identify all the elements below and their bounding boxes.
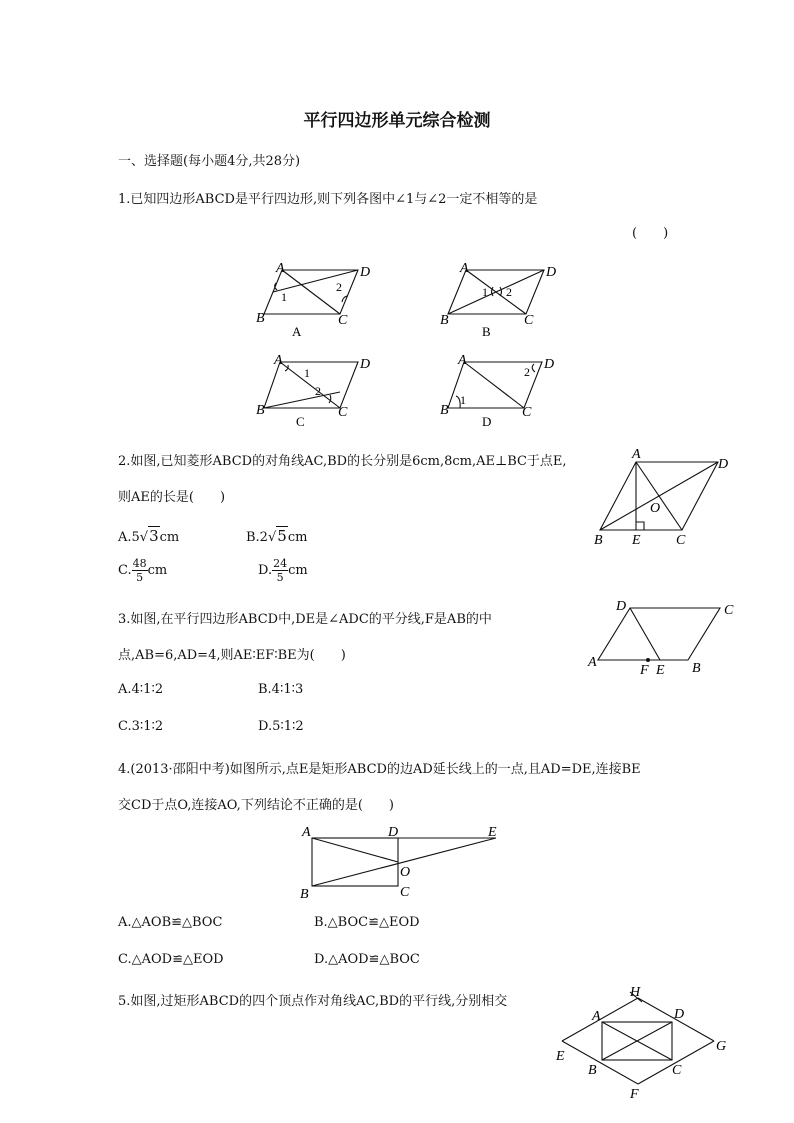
q3-option-a: A.4∶1∶2 xyxy=(118,682,164,697)
label-B: B xyxy=(588,1063,597,1078)
q3-option-b: B.4∶1∶3 xyxy=(258,682,304,697)
caption-D: D xyxy=(482,414,492,429)
label-F: F xyxy=(640,663,649,678)
caption-A: A xyxy=(292,324,302,339)
q3-option-c: C.3∶1∶2 xyxy=(118,719,164,734)
q1-figure-a xyxy=(252,260,371,340)
label-O: O xyxy=(400,865,411,880)
q4-option-c: C.△AOD≌△EOD xyxy=(118,952,224,967)
q2-line2: 则AE的长是( ) xyxy=(118,490,226,505)
angle-1: 1 xyxy=(482,285,488,299)
label-D: D xyxy=(546,265,557,280)
label-B: B xyxy=(440,313,449,328)
label-E: E xyxy=(632,533,641,548)
label-O: O xyxy=(650,501,661,516)
label-C: C xyxy=(522,405,532,420)
angle-2: 2 xyxy=(336,280,342,294)
section-heading: 一、选择题(每小题4分,共28分) xyxy=(118,154,301,169)
page-title: 平行四边形单元综合检测 xyxy=(303,111,491,131)
caption-B: B xyxy=(482,324,491,339)
angle-1: 1 xyxy=(304,366,310,380)
label-H: H xyxy=(630,985,641,1000)
label-B: B xyxy=(256,311,265,326)
q1-text: 1.已知四边形ABCD是平行四边形,则下列各图中∠1与∠2一定不相等的是 xyxy=(118,192,538,207)
label-B: B xyxy=(692,661,701,676)
q5-figure xyxy=(552,982,738,1102)
caption-C: C xyxy=(296,414,305,429)
label-D: D xyxy=(388,825,399,840)
label-E: E xyxy=(488,825,497,840)
label-D: D xyxy=(616,599,627,614)
label-D: D xyxy=(360,265,371,280)
q4-line1: 4.(2013·邵阳中考)如图所示,点E是矩形ABCD的边AD延长线上的一点,且AD=DE,连接BE xyxy=(118,762,641,777)
label-A: A xyxy=(632,447,641,462)
label-B: B xyxy=(256,403,265,418)
q4-figure xyxy=(296,822,508,902)
label-C: C xyxy=(524,313,534,328)
q3-line2: 点,AB=6,AD=4,则AE∶EF∶BE为( ) xyxy=(118,648,346,663)
angle-1: 1 xyxy=(281,290,287,304)
label-D: D xyxy=(360,357,371,372)
label-C: C xyxy=(724,603,734,618)
angle-2: 2 xyxy=(506,285,512,299)
label-A: A xyxy=(274,353,283,368)
angle-2: 2 xyxy=(315,384,321,398)
q2-figure xyxy=(588,446,738,548)
q1-figure-c xyxy=(252,352,372,432)
label-A: A xyxy=(276,261,285,276)
q1-figure-b xyxy=(436,260,556,340)
label-C: C xyxy=(400,885,410,900)
label-A: A xyxy=(458,353,467,368)
label-D: D xyxy=(718,457,729,472)
angle-2: 2 xyxy=(524,365,530,379)
angle-1: 1 xyxy=(460,393,466,407)
q1-answer-paren: ( ) xyxy=(632,226,669,241)
q4-option-d: D.△AOD≌△BOC xyxy=(314,952,420,967)
label-E: E xyxy=(556,1049,565,1064)
label-C: C xyxy=(676,533,686,548)
q4-option-b: B.△BOC≌△EOD xyxy=(314,915,420,930)
label-D: D xyxy=(674,1007,685,1022)
label-E: E xyxy=(656,663,665,678)
label-G: G xyxy=(716,1039,727,1054)
q3-option-d: D.5∶1∶2 xyxy=(258,719,304,734)
q5-line1: 5.如图,过矩形ABCD的四个顶点作对角线AC,BD的平行线,分别相交 xyxy=(118,994,508,1009)
label-A: A xyxy=(588,655,597,670)
label-C: C xyxy=(338,405,348,420)
q4-option-a: A.△AOB≌△BOC xyxy=(118,915,223,930)
label-B: B xyxy=(440,403,449,418)
label-A: A xyxy=(460,261,469,276)
q4-line2: 交CD于点O,连接AO,下列结论不正确的是( ) xyxy=(118,798,394,813)
label-C: C xyxy=(672,1063,682,1078)
label-F: F xyxy=(630,1087,639,1102)
label-C: C xyxy=(338,313,348,328)
q2-option-c: C. $\frac{48}{5}$ cm xyxy=(118,557,168,584)
label-A: A xyxy=(302,825,311,840)
q2-line1: 2.如图,已知菱形ABCD的对角线AC,BD的长分别是6cm,8cm,AE⊥BC于点E, xyxy=(118,454,567,469)
label-D: D xyxy=(544,357,555,372)
q2-option-a: A.5√3cm xyxy=(118,527,180,545)
q3-line1: 3.如图,在平行四边形ABCD中,DE是∠ADC的平分线,F是AB的中 xyxy=(118,612,492,627)
q1-figure-d xyxy=(436,352,556,432)
label-B: B xyxy=(300,887,309,902)
q2-option-b: B.2√5cm xyxy=(246,527,308,545)
q2-option-d: D. $\frac{24}{5}$ cm xyxy=(258,557,308,584)
label-A: A xyxy=(592,1009,601,1024)
q3-figure xyxy=(584,596,744,680)
label-B: B xyxy=(594,533,603,548)
